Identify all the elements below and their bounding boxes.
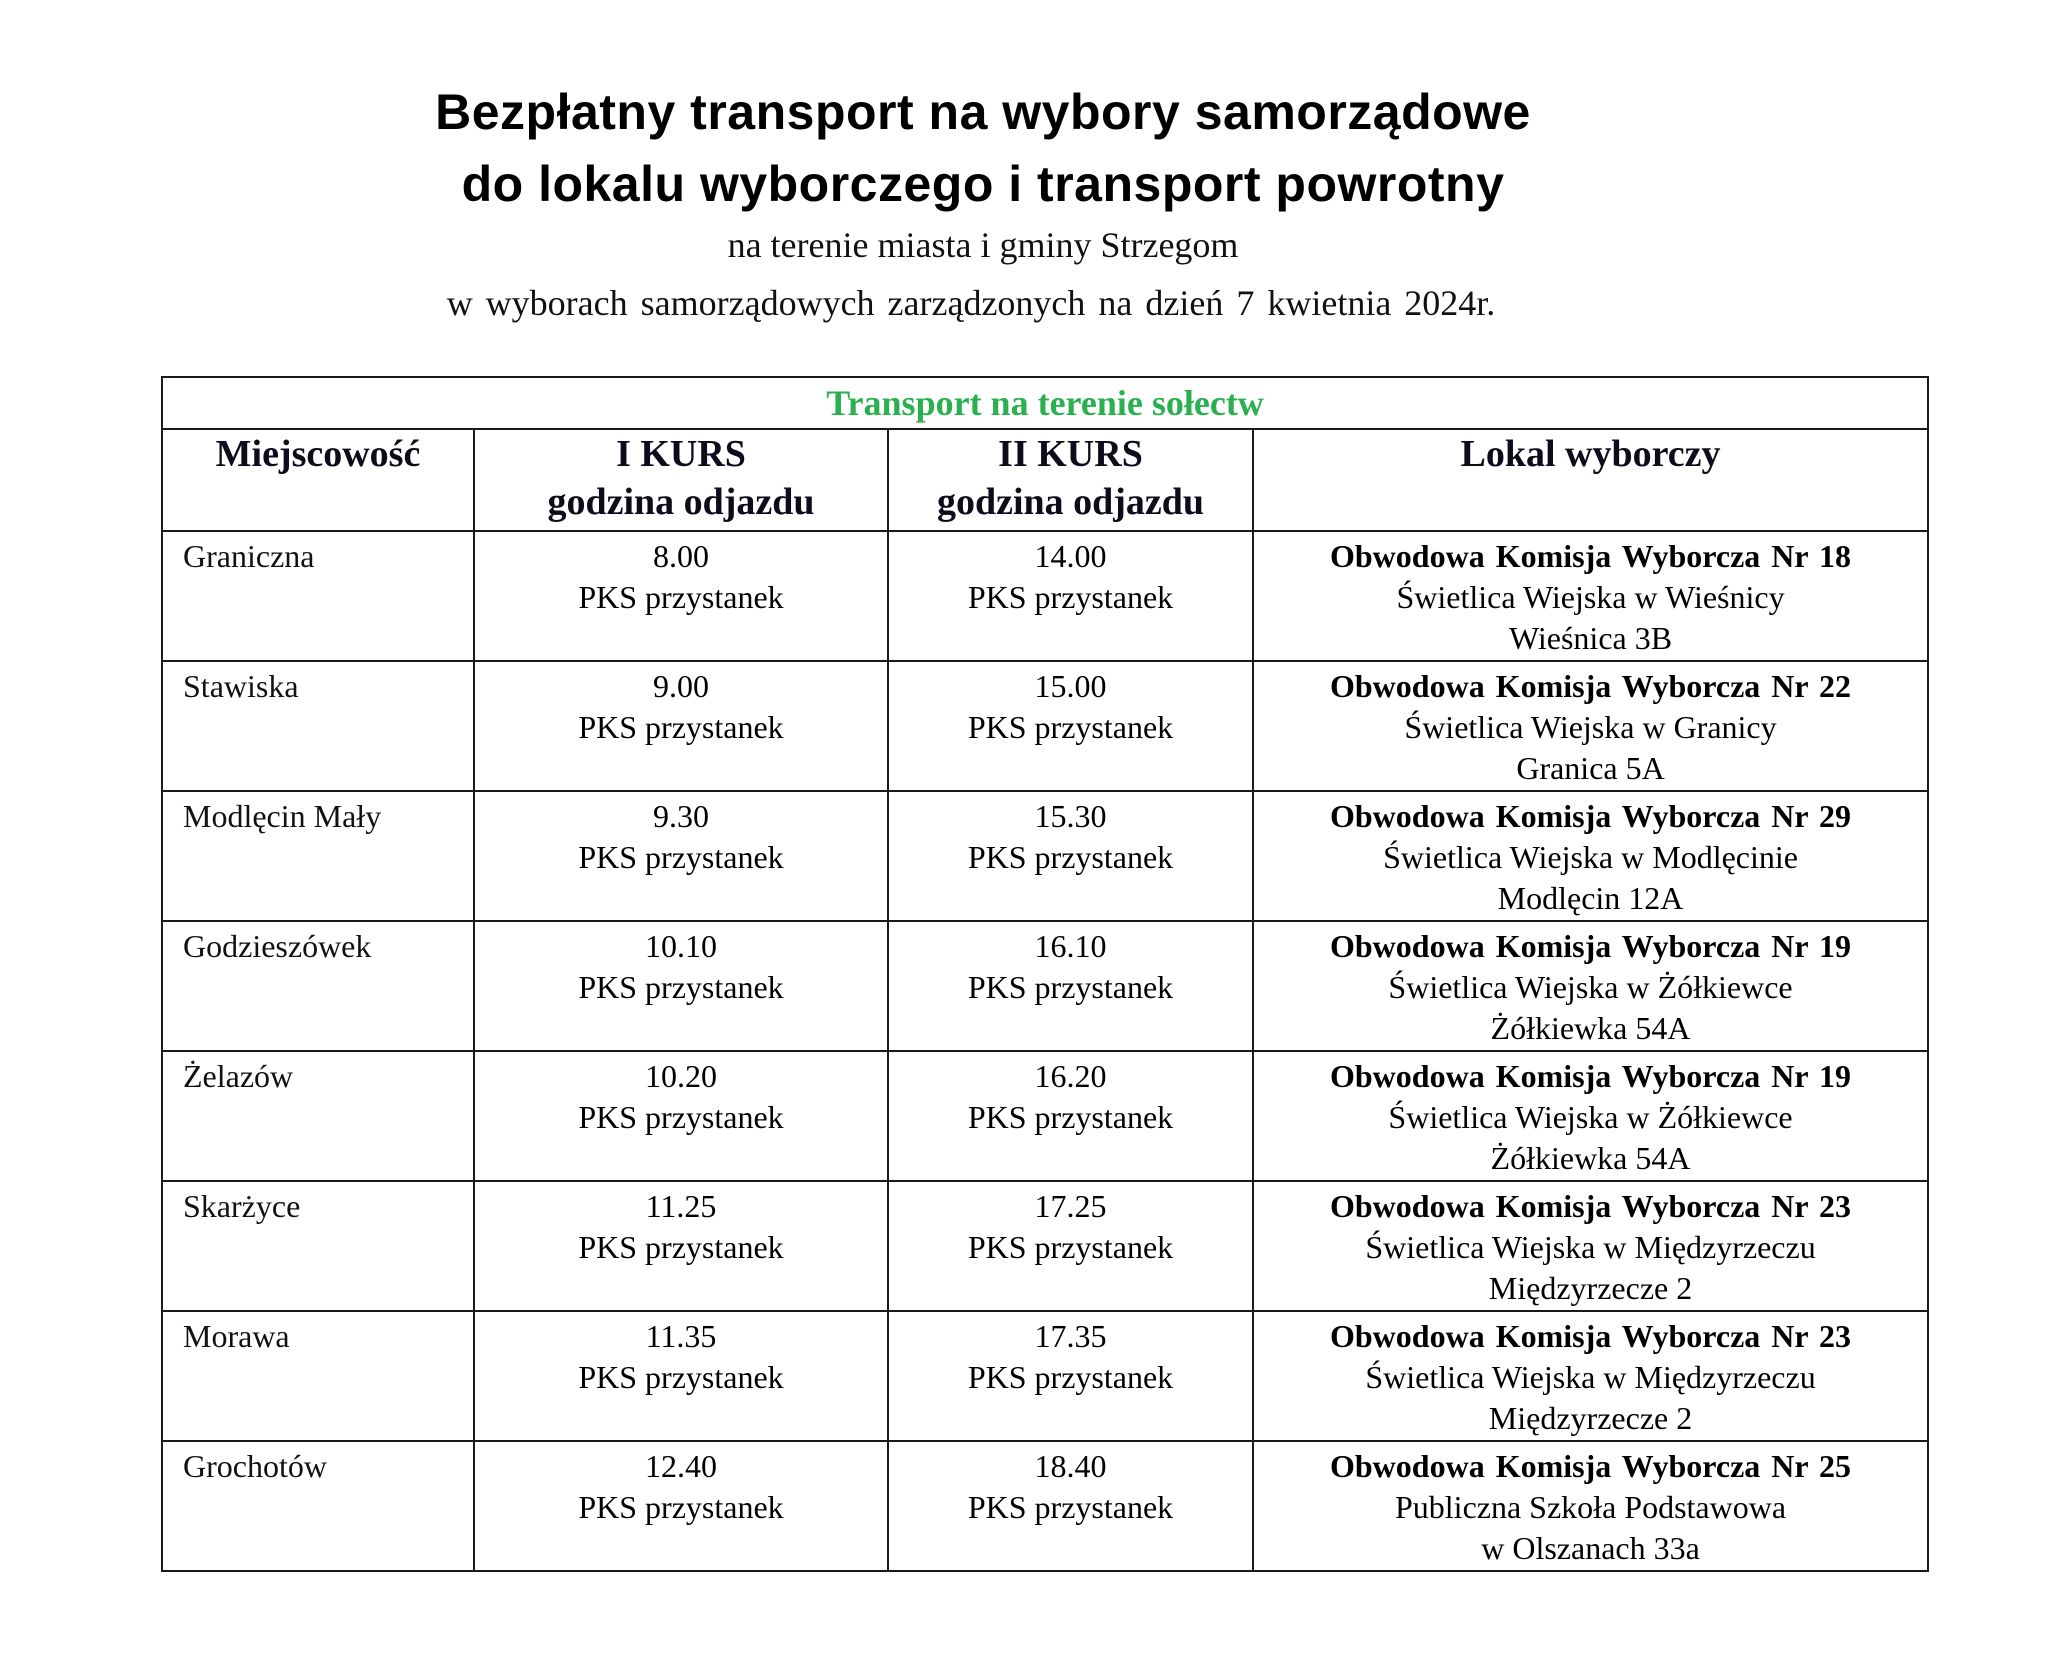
place-name: Grochotów [183, 1448, 327, 1484]
venue-address: Modlęcin 12A [1497, 880, 1684, 916]
second-run-cell [888, 1311, 1253, 1441]
column-header-place-label: Miejscowość [215, 433, 421, 475]
commission-name: Obwodowa Komisja Wyborcza Nr 23 [1329, 1188, 1852, 1224]
second-run-stop: PKS przystanek [967, 1229, 1174, 1265]
venue-name: Świetlica Wiejska w Żółkiewce [1388, 969, 1793, 1005]
second-run-stop: PKS przystanek [967, 1359, 1174, 1395]
venue-cell [1253, 791, 1928, 921]
first-run-stop: PKS przystanek [578, 1359, 784, 1395]
first-run-cell [474, 531, 888, 661]
document-subtitle-line2: w wyborach samorządowych zarządzonych na dzień 7 kwietnia 2024r. [446, 283, 1496, 323]
first-run-cell [474, 1311, 888, 1441]
venue-address: Międzyrzecze 2 [1488, 1270, 1693, 1306]
commission-name: Obwodowa Komisja Wyborcza Nr 19 [1329, 1058, 1852, 1094]
venue-cell [1253, 921, 1928, 1051]
venue-address: Międzyrzecze 2 [1488, 1400, 1693, 1436]
first-run-stop: PKS przystanek [578, 1229, 784, 1265]
column-header-place [162, 429, 474, 531]
first-run-stop: PKS przystanek [578, 839, 784, 875]
second-run-time: 15.00 [1034, 668, 1107, 704]
venue-cell [1253, 1181, 1928, 1311]
commission-name: Obwodowa Komisja Wyborcza Nr 22 [1329, 668, 1852, 704]
second-run-time: 15.30 [1034, 798, 1107, 834]
first-run-cell [474, 661, 888, 791]
first-run-cell [474, 791, 888, 921]
venue-cell [1253, 661, 1928, 791]
first-run-stop: PKS przystanek [578, 579, 784, 615]
venue-name: Świetlica Wiejska w Międzyrzeczu [1365, 1229, 1816, 1265]
place-name: Żelazów [183, 1058, 294, 1094]
place-name: Modlęcin Mały [183, 798, 382, 834]
venue-name: Świetlica Wiejska w Wieśnicy [1396, 579, 1785, 615]
first-run-cell [474, 1441, 888, 1571]
table-row [162, 1311, 1928, 1441]
second-run-stop: PKS przystanek [967, 969, 1174, 1005]
venue-address: w Olszanach 33a [1481, 1530, 1700, 1566]
table-body [162, 531, 1928, 1571]
place-cell [162, 791, 474, 921]
venue-name: Publiczna Szkoła Podstawowa [1394, 1489, 1787, 1525]
first-run-time: 8.00 [653, 538, 709, 574]
table-row [162, 1051, 1928, 1181]
place-cell [162, 1181, 474, 1311]
transport-schedule-table [161, 376, 1929, 1572]
first-run-time: 12.40 [645, 1448, 717, 1484]
first-run-time: 10.10 [645, 928, 717, 964]
commission-name: Obwodowa Komisja Wyborcza Nr 25 [1329, 1448, 1852, 1484]
venue-cell [1253, 531, 1928, 661]
venue-address: Granica 5A [1516, 750, 1665, 786]
second-run-stop: PKS przystanek [967, 709, 1174, 745]
venue-name: Świetlica Wiejska w Żółkiewce [1388, 1099, 1793, 1135]
second-run-cell [888, 1441, 1253, 1571]
second-run-time: 17.35 [1034, 1318, 1107, 1354]
first-run-stop: PKS przystanek [578, 1489, 784, 1525]
second-run-time: 14.00 [1034, 538, 1107, 574]
table-row [162, 791, 1928, 921]
first-run-cell [474, 1181, 888, 1311]
first-run-time: 11.35 [645, 1318, 717, 1354]
column-header-second-run [888, 429, 1253, 531]
commission-name: Obwodowa Komisja Wyborcza Nr 29 [1329, 798, 1852, 834]
first-run-time: 9.00 [653, 668, 709, 704]
first-run-time: 11.25 [645, 1188, 717, 1224]
first-run-cell [474, 1051, 888, 1181]
column-header-row [162, 429, 1928, 531]
venue-cell [1253, 1311, 1928, 1441]
place-cell [162, 661, 474, 791]
place-name: Stawiska [183, 668, 299, 704]
place-name: Graniczna [183, 538, 315, 574]
place-cell [162, 1441, 474, 1571]
commission-name: Obwodowa Komisja Wyborcza Nr 19 [1329, 928, 1852, 964]
place-cell [162, 531, 474, 661]
place-cell [162, 1311, 474, 1441]
venue-name: Świetlica Wiejska w Granicy [1404, 709, 1777, 745]
second-run-time: 16.10 [1034, 928, 1107, 964]
venue-address: Żółkiewka 54A [1490, 1010, 1691, 1046]
section-title-row [162, 377, 1928, 429]
second-run-cell [888, 1181, 1253, 1311]
first-run-time: 10.20 [645, 1058, 717, 1094]
column-header-second-run-label: II KURS [998, 433, 1143, 475]
place-name: Skarżyce [183, 1188, 301, 1224]
column-header-first-run-label: I KURS [616, 433, 746, 475]
column-header-first-run [474, 429, 888, 531]
column-header-venue [1253, 429, 1928, 531]
column-header-venue-label: Lokal wyborczy [1460, 433, 1721, 475]
table-row [162, 1441, 1928, 1571]
place-name: Godzieszówek [183, 928, 372, 964]
second-run-cell [888, 531, 1253, 661]
second-run-time: 16.20 [1034, 1058, 1107, 1094]
second-run-cell [888, 921, 1253, 1051]
venue-name: Świetlica Wiejska w Modlęcinie [1383, 839, 1798, 875]
table-row [162, 531, 1928, 661]
venue-cell [1253, 1441, 1928, 1571]
second-run-stop: PKS przystanek [967, 579, 1174, 615]
document-subtitle-line1: na terenie miasta i gminy Strzegom [727, 225, 1239, 265]
document-title-line2: do lokalu wyborczego i transport powrotny [461, 156, 1505, 212]
place-cell [162, 921, 474, 1051]
column-header-first-run-sub: godzina odjazdu [547, 481, 815, 523]
commission-name: Obwodowa Komisja Wyborcza Nr 23 [1329, 1318, 1852, 1354]
column-header-second-run-sub: godzina odjazdu [936, 481, 1205, 523]
second-run-cell [888, 1051, 1253, 1181]
commission-name: Obwodowa Komisja Wyborcza Nr 18 [1329, 538, 1852, 574]
second-run-cell [888, 791, 1253, 921]
venue-name: Świetlica Wiejska w Międzyrzeczu [1365, 1359, 1816, 1395]
second-run-stop: PKS przystanek [967, 1099, 1174, 1135]
second-run-stop: PKS przystanek [967, 839, 1174, 875]
second-run-time: 17.25 [1034, 1188, 1107, 1224]
place-name: Morawa [183, 1318, 290, 1354]
venue-address: Żółkiewka 54A [1490, 1140, 1691, 1176]
second-run-cell [888, 661, 1253, 791]
table-row [162, 921, 1928, 1051]
first-run-stop: PKS przystanek [578, 709, 784, 745]
venue-cell [1253, 1051, 1928, 1181]
first-run-cell [474, 921, 888, 1051]
place-cell [162, 1051, 474, 1181]
table-row [162, 661, 1928, 791]
document-title-line1: Bezpłatny transport na wybory samorządowe [435, 84, 1531, 140]
venue-address: Wieśnica 3B [1508, 620, 1673, 656]
table-row [162, 1181, 1928, 1311]
first-run-stop: PKS przystanek [578, 1099, 784, 1135]
second-run-time: 18.40 [1034, 1448, 1107, 1484]
first-run-stop: PKS przystanek [578, 969, 784, 1005]
second-run-stop: PKS przystanek [967, 1489, 1174, 1525]
section-title: Transport na terenie sołectw [162, 377, 1928, 429]
first-run-time: 9.30 [653, 798, 709, 834]
